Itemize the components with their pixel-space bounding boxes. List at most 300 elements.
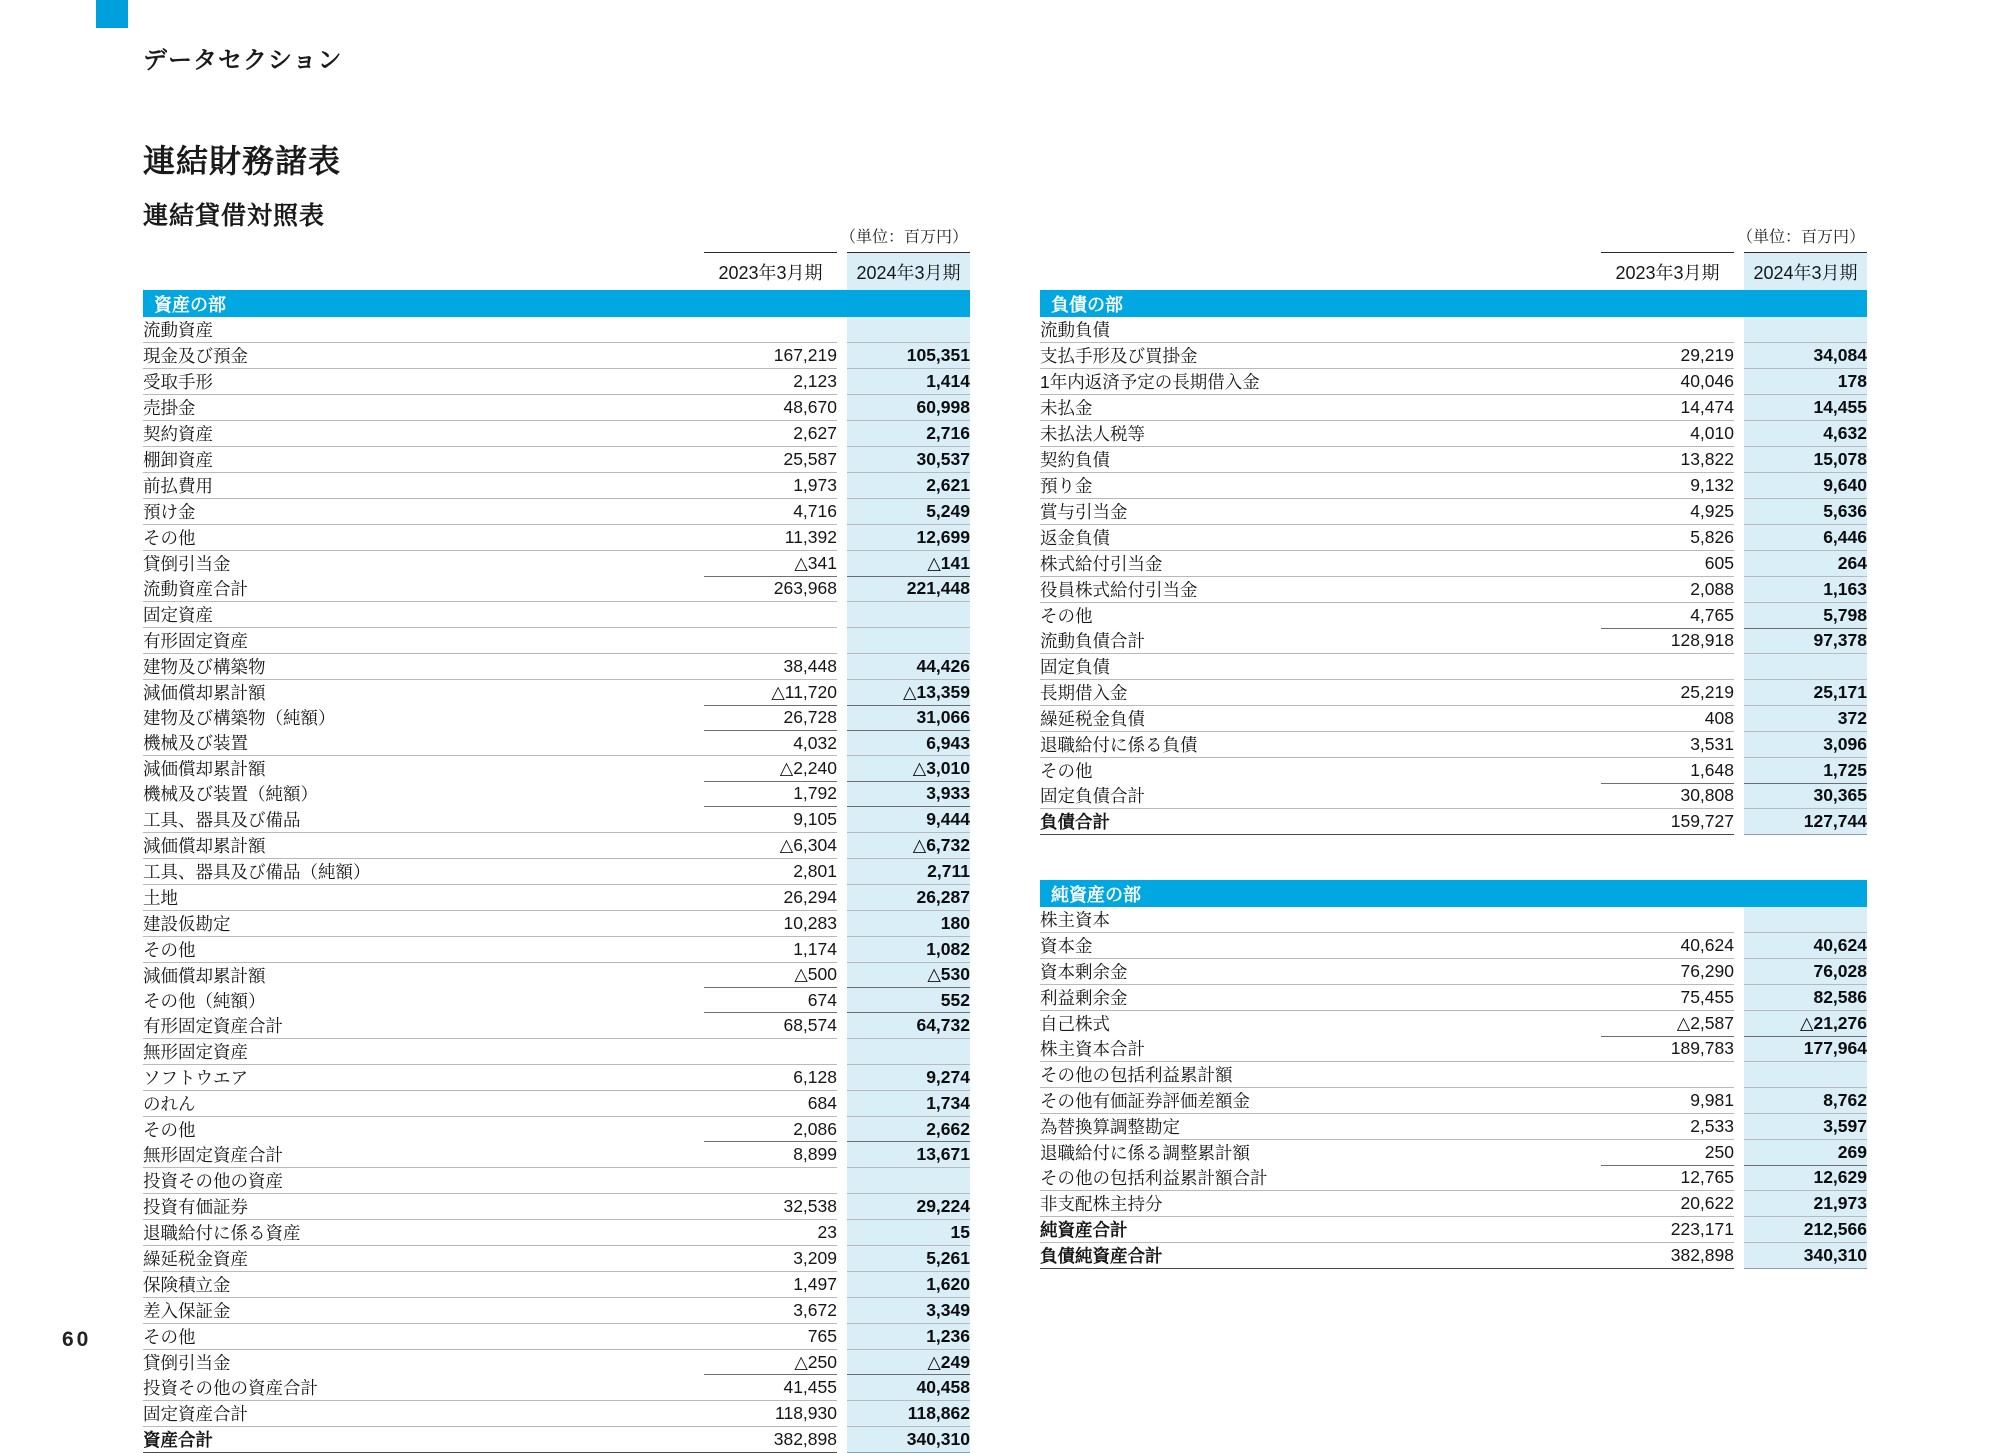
- table-row: [1040, 577, 1867, 603]
- row-value-current-year: △6,732: [847, 832, 970, 858]
- row-value-current-year: 180: [847, 910, 970, 936]
- row-label: その他: [143, 525, 704, 551]
- row-value-prev-year: 25,219: [1601, 680, 1734, 706]
- table-row: [143, 781, 970, 806]
- row-value-prev-year: [1601, 317, 1734, 343]
- column-header-row: [1040, 253, 1867, 291]
- table-row: [143, 680, 970, 706]
- column-gap: [1734, 1088, 1744, 1114]
- table-row: [1040, 525, 1867, 551]
- row-value-current-year: 25,171: [1744, 680, 1867, 706]
- row-label: 貸倒引当金: [143, 1349, 704, 1375]
- column-gap: [1734, 421, 1744, 447]
- row-value-current-year: 82,586: [1744, 985, 1867, 1011]
- column-gap: [837, 884, 847, 910]
- assets-table-block: [143, 228, 970, 1453]
- row-value-prev-year: 8,899: [704, 1142, 837, 1168]
- row-label: 負債合計: [1040, 809, 1601, 835]
- row-value-prev-year: 3,672: [704, 1297, 837, 1323]
- row-label: 機械及び装置: [143, 733, 248, 754]
- column-gap: [837, 317, 847, 343]
- column-gap: [1734, 654, 1744, 680]
- column-gap: [837, 1167, 847, 1193]
- table-row: [143, 1193, 970, 1219]
- row-label: その他（純額）: [143, 990, 266, 1011]
- row-label: 流動負債: [1040, 320, 1110, 340]
- row-label: 受取手形: [143, 369, 704, 395]
- row-label: 貸倒引当金: [143, 551, 704, 577]
- table-row: [1040, 1114, 1867, 1140]
- row-value-current-year: 221,448: [847, 576, 970, 602]
- row-label: 純資産合計: [1040, 1217, 1601, 1243]
- table-row: [143, 807, 970, 833]
- row-value-current-year: 552: [847, 988, 970, 1013]
- row-value-current-year: 372: [1744, 706, 1867, 732]
- row-value-current-year: △13,359: [847, 680, 970, 706]
- row-value-current-year: 340,310: [1744, 1243, 1867, 1269]
- row-value-current-year: [1744, 1062, 1867, 1088]
- table-row: [1040, 1217, 1867, 1243]
- row-label: 利益剰余金: [1040, 985, 1601, 1011]
- table-row: [143, 884, 970, 910]
- row-value-current-year: △21,276: [1744, 1011, 1867, 1037]
- row-value-current-year: [1744, 317, 1867, 343]
- row-label: 固定負債: [1040, 654, 1601, 680]
- column-gap: [837, 1323, 847, 1349]
- row-label: 工具、器具及び備品: [143, 809, 301, 830]
- row-value-prev-year: 2,801: [704, 858, 837, 884]
- row-label: ソフトウエア: [143, 1064, 704, 1090]
- row-label: 退職給付に係る資産: [143, 1219, 704, 1245]
- column-gap: [1734, 758, 1744, 784]
- row-value-current-year: 5,636: [1744, 499, 1867, 525]
- row-value-current-year: 30,365: [1744, 783, 1867, 809]
- row-value-prev-year: 2,123: [704, 369, 837, 395]
- column-gap: [1734, 551, 1744, 577]
- header-gap: [1734, 253, 1744, 291]
- row-label: 賞与引当金: [1040, 499, 1601, 525]
- table-row: [143, 473, 970, 499]
- row-value-prev-year: 5,826: [1601, 525, 1734, 551]
- liabilities-table: [1040, 252, 1867, 835]
- table-row: [1040, 1036, 1867, 1062]
- row-value-current-year: 1,725: [1744, 758, 1867, 784]
- table-row: [143, 988, 970, 1013]
- row-value-current-year: 13,671: [847, 1142, 970, 1168]
- row-value-prev-year: 40,046: [1601, 369, 1734, 395]
- row-value-current-year: 64,732: [847, 1013, 970, 1039]
- column-gap: [1734, 1217, 1744, 1243]
- column-gap: [837, 525, 847, 551]
- table-row: [143, 1064, 970, 1090]
- row-value-current-year: 3,349: [847, 1297, 970, 1323]
- table-row: [143, 1219, 970, 1245]
- header-spacer: [1040, 253, 1601, 291]
- table-row: [1040, 551, 1867, 577]
- row-value-prev-year: 118,930: [704, 1400, 837, 1426]
- row-label: 減価償却累計額: [143, 680, 704, 706]
- column-gap: [1734, 317, 1744, 343]
- net-assets-table-block: [1040, 880, 1867, 1269]
- table-row: [1040, 985, 1867, 1011]
- column-gap: [837, 1349, 847, 1375]
- column-header-prev-year: 2023年3月期: [704, 253, 837, 291]
- column-gap: [837, 705, 847, 730]
- row-value-current-year: 14,455: [1744, 395, 1867, 421]
- column-gap: [837, 781, 847, 806]
- row-label: その他有価証券評価差額金: [1040, 1088, 1601, 1114]
- table-row: [143, 1142, 970, 1168]
- table-row: [143, 551, 970, 577]
- table-row: [1040, 1140, 1867, 1166]
- row-label: 投資その他の資産: [143, 1167, 704, 1193]
- row-value-prev-year: 26,294: [704, 884, 837, 910]
- row-value-current-year: 6,943: [847, 730, 970, 756]
- column-gap: [1734, 1114, 1744, 1140]
- table-row: [1040, 706, 1867, 732]
- row-value-prev-year: 4,032: [704, 730, 837, 756]
- row-label: その他: [143, 1116, 704, 1142]
- column-gap: [1734, 1062, 1744, 1088]
- row-value-current-year: 264: [1744, 551, 1867, 577]
- row-label: 減価償却累計額: [143, 962, 704, 988]
- section-banner-label: 純資産の部: [1040, 880, 1867, 907]
- column-gap: [837, 1038, 847, 1064]
- row-label: 減価償却累計額: [143, 832, 704, 858]
- row-value-current-year: △141: [847, 551, 970, 577]
- column-gap: [1734, 525, 1744, 551]
- table-row: [143, 1323, 970, 1349]
- table-row: [143, 1271, 970, 1297]
- section-color-tab: [96, 0, 128, 28]
- row-value-prev-year: 29,219: [1601, 343, 1734, 369]
- table-row: [1040, 395, 1867, 421]
- row-value-prev-year: 159,727: [1601, 809, 1734, 835]
- row-value-prev-year: 38,448: [704, 654, 837, 680]
- row-value-prev-year: 2,627: [704, 421, 837, 447]
- column-gap: [837, 1426, 847, 1452]
- section-banner-label: 負債の部: [1040, 290, 1867, 317]
- column-gap: [837, 1271, 847, 1297]
- row-value-prev-year: 9,105: [704, 807, 837, 833]
- column-header-row: [143, 253, 970, 291]
- row-value-prev-year: 2,086: [704, 1116, 837, 1142]
- column-gap: [1734, 343, 1744, 369]
- net-assets-section-banner: [1040, 880, 1867, 907]
- row-value-current-year: [1744, 907, 1867, 933]
- column-gap: [1734, 447, 1744, 473]
- row-value-prev-year: [1601, 907, 1734, 933]
- column-gap: [1734, 933, 1744, 959]
- column-gap: [1734, 732, 1744, 758]
- row-value-current-year: 2,621: [847, 473, 970, 499]
- page-number: 60: [62, 1328, 92, 1351]
- row-value-prev-year: 11,392: [704, 525, 837, 551]
- table-row: [143, 1090, 970, 1116]
- table-row: [143, 421, 970, 447]
- table-row: [1040, 628, 1867, 654]
- row-value-prev-year: 68,574: [704, 1013, 837, 1039]
- row-value-current-year: 26,287: [847, 884, 970, 910]
- row-value-current-year: 1,734: [847, 1090, 970, 1116]
- row-label: 土地: [143, 884, 704, 910]
- row-label: 非支配株主持分: [1040, 1191, 1601, 1217]
- table-row: [1040, 1088, 1867, 1114]
- row-value-prev-year: 9,981: [1601, 1088, 1734, 1114]
- row-value-prev-year: 12,765: [1601, 1165, 1734, 1191]
- table-row: [1040, 1191, 1867, 1217]
- row-value-prev-year: 605: [1601, 551, 1734, 577]
- column-gap: [837, 369, 847, 395]
- row-label: 預け金: [143, 499, 704, 525]
- row-value-prev-year: 223,171: [1601, 1217, 1734, 1243]
- row-value-prev-year: 674: [704, 988, 837, 1013]
- row-label: のれん: [143, 1090, 704, 1116]
- table-row: [143, 962, 970, 988]
- row-label: その他: [1040, 603, 1601, 629]
- row-label: 減価償却累計額: [143, 756, 704, 782]
- row-value-prev-year: 26,728: [704, 705, 837, 730]
- row-label: 流動負債合計: [1040, 631, 1145, 651]
- column-gap: [1734, 783, 1744, 809]
- row-label: 工具、器具及び備品（純額）: [143, 858, 704, 884]
- row-value-prev-year: 1,497: [704, 1271, 837, 1297]
- row-label: 機械及び装置（純額）: [143, 784, 318, 805]
- row-value-prev-year: 10,283: [704, 910, 837, 936]
- table-row: [1040, 758, 1867, 784]
- row-label: 契約資産: [143, 421, 704, 447]
- row-value-prev-year: 14,474: [1601, 395, 1734, 421]
- row-value-prev-year: 128,918: [1601, 628, 1734, 654]
- row-value-current-year: △530: [847, 962, 970, 988]
- row-label: 1年内返済予定の長期借入金: [1040, 369, 1601, 395]
- column-gap: [837, 473, 847, 499]
- column-gap: [1734, 1140, 1744, 1166]
- table-row: [1040, 959, 1867, 985]
- column-gap: [1734, 369, 1744, 395]
- row-value-prev-year: △341: [704, 551, 837, 577]
- table-row: [143, 447, 970, 473]
- row-value-prev-year: 6,128: [704, 1064, 837, 1090]
- row-label: その他の包括利益累計額合計: [1040, 1168, 1268, 1188]
- table-row: [143, 910, 970, 936]
- row-label: 資本金: [1040, 933, 1601, 959]
- row-value-current-year: 1,236: [847, 1323, 970, 1349]
- row-value-current-year: 40,624: [1744, 933, 1867, 959]
- unit-note-assets: （単位：百万円）: [839, 229, 968, 246]
- row-label: 退職給付に係る調整累計額: [1040, 1140, 1601, 1166]
- row-label: 建設仮勘定: [143, 910, 704, 936]
- table-row: [143, 525, 970, 551]
- row-label: 無形固定資産合計: [143, 1144, 283, 1165]
- row-value-prev-year: [1601, 1062, 1734, 1088]
- column-gap: [837, 1219, 847, 1245]
- row-value-current-year: 8,762: [1744, 1088, 1867, 1114]
- column-gap: [1734, 1011, 1744, 1037]
- row-label: 役員株式給付引当金: [1040, 577, 1601, 603]
- row-value-current-year: 5,261: [847, 1245, 970, 1271]
- table-row: [143, 1375, 970, 1401]
- row-value-current-year: 1,163: [1744, 577, 1867, 603]
- table-row: [143, 1349, 970, 1375]
- row-value-current-year: 2,716: [847, 421, 970, 447]
- row-value-prev-year: 48,670: [704, 395, 837, 421]
- column-gap: [837, 807, 847, 833]
- row-value-current-year: [847, 317, 970, 343]
- row-value-current-year: [847, 1167, 970, 1193]
- column-gap: [837, 1064, 847, 1090]
- table-row: [143, 1167, 970, 1193]
- row-value-prev-year: 1,648: [1601, 758, 1734, 784]
- column-gap: [1734, 473, 1744, 499]
- row-value-current-year: 12,629: [1744, 1165, 1867, 1191]
- row-value-current-year: 34,084: [1744, 343, 1867, 369]
- table-row: [1040, 473, 1867, 499]
- column-gap: [837, 730, 847, 756]
- row-value-current-year: 269: [1744, 1140, 1867, 1166]
- row-value-current-year: 178: [1744, 369, 1867, 395]
- row-value-current-year: 9,444: [847, 807, 970, 833]
- row-value-current-year: 1,620: [847, 1271, 970, 1297]
- row-label: 長期借入金: [1040, 680, 1601, 706]
- row-value-prev-year: 75,455: [1601, 985, 1734, 1011]
- row-label: 建物及び構築物（純額）: [143, 708, 336, 729]
- assets-section-banner: [143, 290, 970, 317]
- row-value-prev-year: 4,010: [1601, 421, 1734, 447]
- table-row: [143, 499, 970, 525]
- row-label: 現金及び預金: [143, 343, 704, 369]
- row-value-prev-year: 76,290: [1601, 959, 1734, 985]
- row-label: 流動資産: [143, 320, 213, 340]
- row-value-prev-year: 23: [704, 1219, 837, 1245]
- row-value-current-year: 212,566: [1744, 1217, 1867, 1243]
- row-label: 為替換算調整勘定: [1040, 1114, 1601, 1140]
- row-value-current-year: 31,066: [847, 705, 970, 730]
- top-white-margin: [0, 0, 96, 28]
- row-value-prev-year: 4,765: [1601, 603, 1734, 629]
- column-gap: [1734, 959, 1744, 985]
- row-value-prev-year: 167,219: [704, 343, 837, 369]
- row-value-current-year: △249: [847, 1349, 970, 1375]
- row-value-prev-year: 765: [704, 1323, 837, 1349]
- row-value-prev-year: △500: [704, 962, 837, 988]
- row-value-prev-year: 40,624: [1601, 933, 1734, 959]
- row-label: 退職給付に係る負債: [1040, 732, 1601, 758]
- row-value-prev-year: 3,531: [1601, 732, 1734, 758]
- row-label: 自己株式: [1040, 1011, 1601, 1037]
- row-value-current-year: [847, 628, 970, 654]
- row-value-prev-year: [704, 1038, 837, 1064]
- row-value-prev-year: 20,622: [1601, 1191, 1734, 1217]
- column-gap: [837, 421, 847, 447]
- table-row: [143, 395, 970, 421]
- column-gap: [837, 1090, 847, 1116]
- row-value-prev-year: 9,132: [1601, 473, 1734, 499]
- row-value-current-year: 21,973: [1744, 1191, 1867, 1217]
- row-label: 投資有価証券: [143, 1193, 704, 1219]
- row-value-prev-year: 13,822: [1601, 447, 1734, 473]
- row-value-prev-year: 408: [1601, 706, 1734, 732]
- header-gap: [837, 253, 847, 291]
- row-value-current-year: 118,862: [847, 1400, 970, 1426]
- row-label: 株主資本: [1040, 910, 1110, 930]
- column-gap: [1734, 985, 1744, 1011]
- row-value-prev-year: 2,533: [1601, 1114, 1734, 1140]
- table-row: [143, 705, 970, 730]
- column-gap: [1734, 809, 1744, 835]
- row-value-prev-year: △250: [704, 1349, 837, 1375]
- table-row: [143, 832, 970, 858]
- column-header-current-year: 2024年3月期: [1744, 253, 1867, 291]
- row-value-current-year: 9,274: [847, 1064, 970, 1090]
- table-row: [143, 602, 970, 628]
- row-value-current-year: 44,426: [847, 654, 970, 680]
- column-gap: [1734, 577, 1744, 603]
- row-value-prev-year: 4,925: [1601, 499, 1734, 525]
- row-value-current-year: 5,249: [847, 499, 970, 525]
- row-value-current-year: △3,010: [847, 756, 970, 782]
- row-label: 繰延税金負債: [1040, 706, 1601, 732]
- row-value-prev-year: 189,783: [1601, 1036, 1734, 1062]
- row-value-prev-year: △2,587: [1601, 1011, 1734, 1037]
- table-row: [143, 343, 970, 369]
- page-title: 連結財務諸表: [143, 143, 342, 179]
- row-value-prev-year: 30,808: [1601, 783, 1734, 809]
- row-label: その他: [143, 1323, 704, 1349]
- row-label: 繰延税金資産: [143, 1245, 704, 1271]
- row-label: 契約負債: [1040, 447, 1601, 473]
- table-row: [143, 1400, 970, 1426]
- row-label: 負債純資産合計: [1040, 1243, 1601, 1269]
- column-gap: [837, 832, 847, 858]
- column-gap: [837, 962, 847, 988]
- row-value-prev-year: 25,587: [704, 447, 837, 473]
- table-row: [143, 1297, 970, 1323]
- row-value-current-year: 3,597: [1744, 1114, 1867, 1140]
- row-value-prev-year: △11,720: [704, 680, 837, 706]
- row-label: 返金負債: [1040, 525, 1601, 551]
- table-row: [1040, 1011, 1867, 1037]
- column-gap: [837, 447, 847, 473]
- row-value-prev-year: 263,968: [704, 576, 837, 602]
- row-value-prev-year: 41,455: [704, 1375, 837, 1401]
- row-value-current-year: 3,933: [847, 781, 970, 806]
- column-gap: [837, 988, 847, 1013]
- row-value-current-year: 105,351: [847, 343, 970, 369]
- row-label: 流動資産合計: [143, 579, 248, 599]
- table-row: [1040, 343, 1867, 369]
- row-label: 投資その他の資産合計: [143, 1377, 318, 1398]
- row-value-prev-year: 1,174: [704, 936, 837, 962]
- section-banner-label: 資産の部: [143, 290, 970, 317]
- column-gap: [1734, 907, 1744, 933]
- row-label: 未払法人税等: [1040, 421, 1601, 447]
- row-label: 無形固定資産: [143, 1038, 704, 1064]
- column-gap: [837, 1245, 847, 1271]
- table-row: [143, 369, 970, 395]
- row-label: 前払費用: [143, 473, 704, 499]
- table-row: [1040, 603, 1867, 629]
- row-label: 資本剰余金: [1040, 959, 1601, 985]
- table-row: [1040, 732, 1867, 758]
- table-row: [1040, 421, 1867, 447]
- column-gap: [1734, 603, 1744, 629]
- column-gap: [837, 499, 847, 525]
- row-value-prev-year: 4,716: [704, 499, 837, 525]
- row-label: その他の包括利益累計額: [1040, 1062, 1601, 1088]
- column-gap: [1734, 628, 1744, 654]
- row-label: 未払金: [1040, 395, 1601, 421]
